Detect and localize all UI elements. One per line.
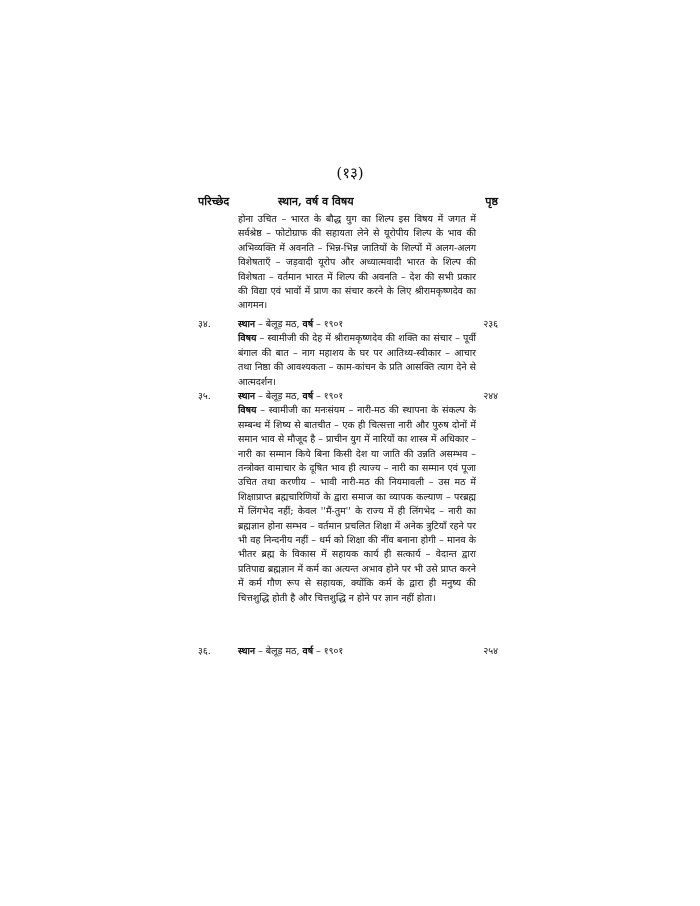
header-page: पृष्ठ (485, 195, 498, 208)
list-item (198, 318, 498, 390)
page-number: (१३) (336, 164, 364, 182)
dash: – (255, 391, 266, 402)
dash: – (313, 319, 324, 330)
entry-year: १९०१ (323, 646, 344, 657)
entry-place: बेलूड़ मठ, (265, 391, 300, 402)
list-item (198, 390, 498, 606)
table-header (198, 194, 498, 210)
entry-subject-text: स्वामीजी का मनःसंयम – नारी-मठ की स्थापना के संकल्प के सम्बन्ध में शिष्य से बातचीत – एक ही चित्सत्ता नारी और पुरुष दोनों में समान भाव से मौजूद है – प्राचीन युग में नारियों का शास्त्र में अधिकार – नारी का सम्मान किये बिना किसी देश या जाति की उन्नति असम्भव – तन्त्रोक्त वामाचार के दूषित भाव ही त्याज्य – नारी का सम्मान एवं पूजा उचित तथा करणीय – भावी नारी-मठ की नियमावली – उस मठ में शिक्षाप्राप्त ब्रह्मचारिणियों के द्वारा समाज का व्यापक कल्याण – परब्रह्म में लिंगभेद नहीं; केवल ''मैं-तुम'' के राज्य में ही लिंगभेद – नारी का ब्रह्मज्ञान होना सम्भव – वर्तमान प्रचलित शिक्षा में अनेक त्रुटियाँ रहने पर भी वह निन्दनीय नहीं – धर्म को शिक्षा की नींव बनाना होगी – मानव के भीतर ब्रह्म के विकास में सहायक कार्य ही सत्कार्य – वेदान्त द्वारा प्रतिपाद्य ब्रह्मज्ञान में कर्म का अत्यन्त अभाव होने पर भी उसे प्राप्त करने में कर्म गौण रूप से सहायक, क्योंकि कर्म के द्वारा ही मनुष्य की चित्तशुद्धि होती है और चित्तशुद्धि न होने पर ज्ञान नहीं होता। (238, 405, 476, 604)
header-topic: स्थान, वर्ष व विषय (278, 195, 354, 208)
header-chapter: परिच्छेद (198, 195, 230, 208)
subject-label: विषय (238, 405, 257, 417)
place-label: स्थान (238, 319, 256, 330)
subject-label: विषय (238, 333, 257, 345)
entry-place: बेलूड़ मठ, (265, 646, 300, 657)
dash: – (313, 391, 324, 402)
entry-year: १९०१ (323, 319, 344, 330)
dash: – (256, 333, 268, 345)
entry-body (238, 645, 476, 659)
entry-place-line (238, 645, 476, 659)
list-item (198, 645, 498, 659)
entry-page: २४४ (483, 391, 498, 402)
entry-body (238, 390, 476, 606)
entry-number: ३६. (198, 646, 211, 657)
year-label: वर्ष (302, 646, 314, 657)
entry-year: १९०१ (323, 391, 344, 402)
year-label: वर्ष (302, 319, 314, 330)
year-label: वर्ष (302, 391, 314, 402)
entry-number: ३५. (198, 391, 211, 402)
continued-subject-text: होना उचित – भारत के बौद्ध युग का शिल्प इस विषय में जगत में सर्वश्रेष्ठ – फोटोग्राफ की सहायता लेने से यूरोपीय शिल्प के भाव की अभिव्यक्ति में अवनति – भिन्न-भिन्न जातियों के शिल्पों में अलग-अलग विशेषताएँ – जड़वादी यूरोप और अध्यात्मवादी भारत के शिल्प की विशेषता – वर्तमान भारत में शिल्प की अवनति – देश की सभी प्रकार की विद्या एवं भावों में प्राण का संचार करने के लिए श्रीरामकृष्णदेव का आगमन। (238, 214, 476, 312)
entry-place: बेलूड़ मठ, (265, 319, 300, 330)
entry-page: २५४ (483, 646, 498, 657)
entry-place-line (238, 390, 476, 404)
entry-place-line (238, 318, 476, 332)
dash: – (313, 646, 324, 657)
entry-subject-text: स्वामीजी की देह में श्रीरामकृष्णदेव की शक्ति का संचार – पूर्वी बंगाल की बात – नाग महाशय के घर पर आतिथ्य-स्वीकार – आचार तथा निष्ठा की आवश्यकता – काम-कांचन के प्रति आसक्ति त्याग देने से आत्मदर्शन। (238, 333, 476, 388)
entry-subject (238, 404, 476, 606)
entry-page: २३६ (483, 319, 498, 330)
dash: – (255, 319, 266, 330)
place-label: स्थान (238, 646, 256, 657)
entry-subject (238, 332, 476, 390)
entry-body (238, 318, 476, 390)
dash: – (255, 646, 266, 657)
dash: – (256, 405, 269, 417)
place-label: स्थान (238, 391, 256, 402)
entry-number: ३४. (198, 319, 211, 330)
